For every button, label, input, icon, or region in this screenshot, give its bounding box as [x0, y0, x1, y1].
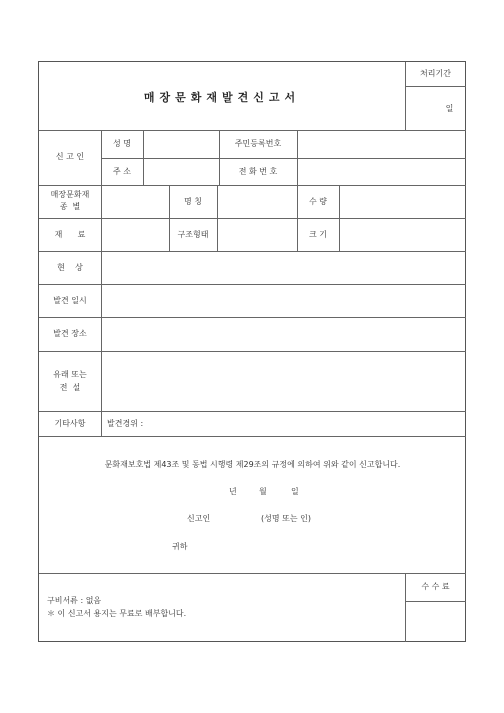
- material-field[interactable]: [102, 219, 169, 251]
- report-form: [38, 61, 466, 642]
- processing-period-value: 일: [445, 104, 454, 113]
- quantity-field[interactable]: [340, 186, 466, 218]
- date-month: 월: [259, 487, 267, 496]
- name-label: 성 명: [113, 139, 131, 148]
- required-documents: 구비서류 : 없음: [47, 596, 102, 605]
- row-divider: [39, 436, 466, 437]
- col-divider: [297, 185, 298, 251]
- discovery-place-field[interactable]: [102, 318, 466, 351]
- processing-period-label: 처리기간: [420, 69, 451, 78]
- origin-label-2: 전 설: [59, 383, 81, 392]
- signature-note[interactable]: (성명 또는 인): [261, 514, 311, 523]
- structure-field[interactable]: [218, 219, 297, 251]
- address-label: 주 소: [113, 167, 131, 176]
- phone-label: 전 화 번 호: [238, 167, 278, 176]
- discovery-date-label: 발견 일시: [53, 296, 87, 305]
- free-form-note: ＊ 이 신고서 용지는 무료로 배부합니다.: [47, 609, 187, 618]
- state-field[interactable]: [102, 252, 466, 284]
- origin-label-1: 유래 또는: [53, 370, 87, 379]
- heritage-type-label-2: 종 별: [59, 202, 81, 211]
- quantity-label: 수 량: [309, 197, 327, 206]
- discovery-place-label: 발견 장소: [53, 329, 87, 338]
- fee-field[interactable]: [406, 602, 466, 642]
- row-divider: [39, 411, 466, 412]
- col-divider: [169, 185, 170, 251]
- id-number-label: 주민등록번호: [234, 139, 282, 148]
- date-day: 일: [291, 487, 299, 496]
- row-divider: [405, 86, 466, 87]
- heritage-name-label: 명 칭: [184, 197, 202, 206]
- size-label: 크 기: [309, 230, 327, 239]
- discovery-date-field[interactable]: [102, 285, 466, 317]
- heritage-type-field[interactable]: [102, 186, 169, 218]
- id-number-field[interactable]: [298, 131, 466, 158]
- origin-field[interactable]: [102, 352, 466, 411]
- heritage-type-label-1: 매장문화재: [50, 190, 90, 199]
- name-field[interactable]: [144, 131, 219, 158]
- phone-field[interactable]: [298, 159, 466, 185]
- fee-label: 수 수 료: [421, 582, 450, 591]
- row-divider: [39, 573, 466, 574]
- form-title: 매장문화재발견신고서: [143, 91, 301, 104]
- state-label: 현 상: [57, 263, 83, 272]
- date-year: 년: [229, 487, 237, 496]
- misc-label: 기타사항: [54, 419, 86, 428]
- heritage-name-field[interactable]: [218, 186, 297, 218]
- signer-label: 신고인: [187, 514, 211, 523]
- reporter-label: 신 고 인: [55, 152, 85, 161]
- address-field[interactable]: [144, 159, 219, 185]
- size-field[interactable]: [340, 219, 466, 251]
- material-label: 재 료: [54, 230, 86, 239]
- structure-label: 구조형태: [177, 230, 209, 239]
- declaration-statement: 문화재보호법 제43조 및 동법 시행령 제29조의 규정에 의하여 위와 같이 신고합니다.: [104, 460, 401, 469]
- misc-value[interactable]: 발견경위 :: [107, 419, 144, 428]
- recipient-label: 귀하: [172, 542, 188, 551]
